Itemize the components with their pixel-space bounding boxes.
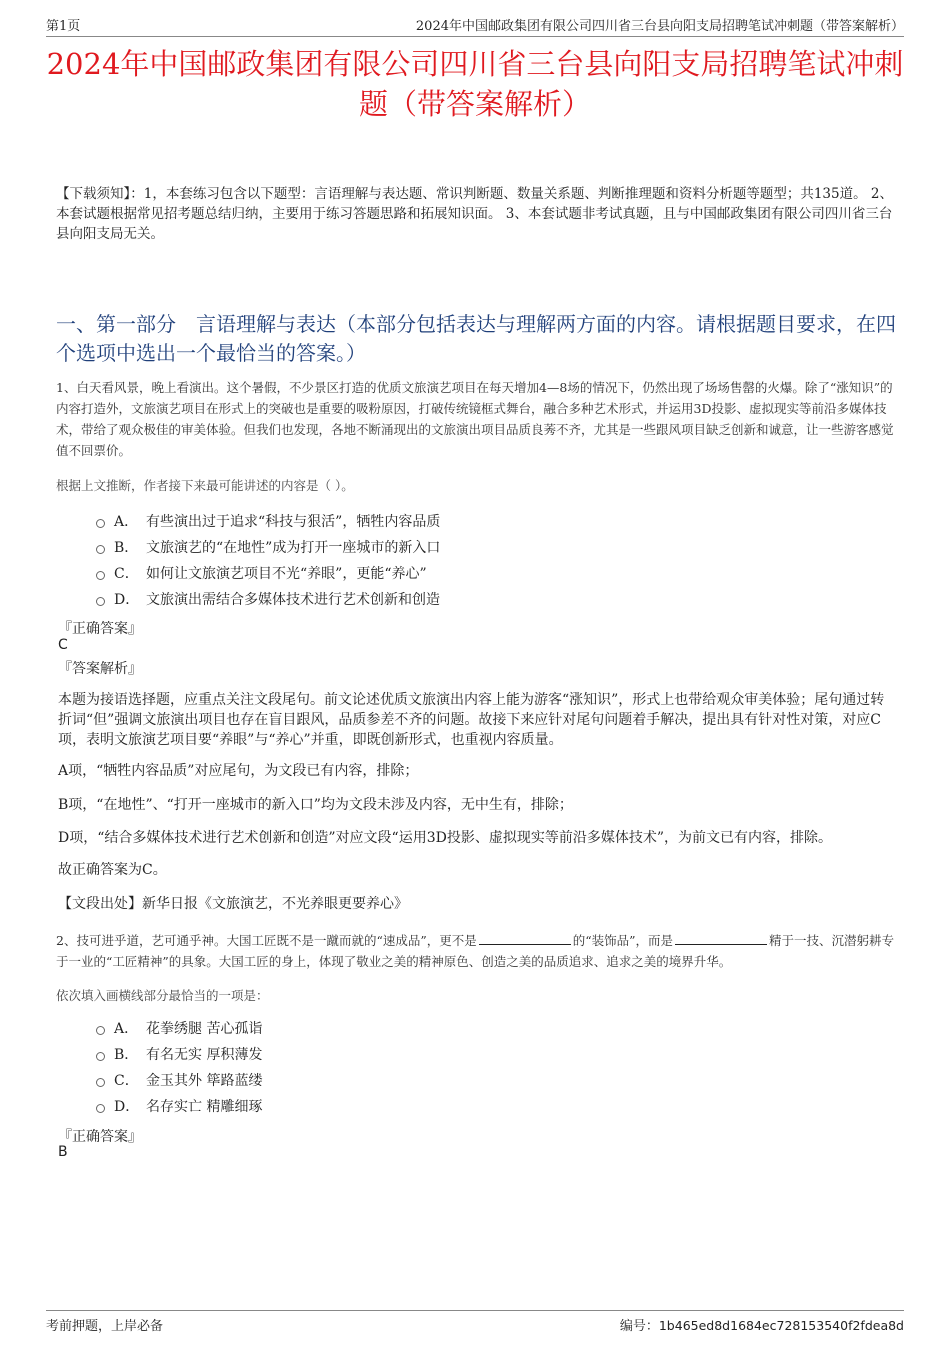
question-2-stem: 依次填入画横线部分最恰当的一项是： [56, 988, 269, 1003]
question-1-options [96, 508, 440, 612]
analysis-paragraph: 本题为接语选择题，应重点关注文段尾句。前文论述优质文旅演出内容上能为游客“涨知识”，形式上也带给观众审美体验；尾句通过转折词“但”强调文旅演出项目也存在盲目跟风，品质参差不齐的问题。故接下来应针对尾句问题着手解决，提出具有针对性对策，对应C项，表明文旅演艺项目要“养眼”与“养心”并重，即既创新形式，也重视内容质量。 [58, 692, 885, 748]
question-2-text-part: 2、技可进乎道，艺可通乎神。大国工匠既不是一蹴而就的“速成品”，更不是 [56, 933, 477, 948]
option-letter: B． [114, 540, 139, 556]
header-doc-title: 2024年中国邮政集团有限公司四川省三台县向阳支局招聘笔试冲刺题（带答案解析） [415, 19, 904, 34]
page-header [46, 14, 904, 37]
option-a[interactable] [96, 1015, 262, 1041]
radio-icon[interactable] [96, 597, 105, 606]
download-notice: 【下载须知】：1，本套练习包含以下题型：言语理解与表达题、常识判断题、数量关系题、判断推理题和资料分析题等题型；共135道。 2、本套试题根据常见招考题总结归纳，主要用于练习答题思路和拓展知识面。 3、本套试题非考试真题，且与中国邮政集团有限公司四川省三台县向阳支局无关。 [56, 186, 893, 242]
section-heading: 一、第一部分 言语理解与表达（本部分包括表达与理解两方面的内容。请根据题目要求，在四个选项中选出一个最恰当的答案。） [56, 312, 896, 365]
option-text: 有些演出过于追求“科技与狠活”，牺牲内容品质 [146, 514, 441, 530]
question-1-text: 1、白天看风景，晚上看演出。这个暑假，不少景区打造的优质文旅演艺项目在每天增加4—8场的情况下，仍然出现了场场售罄的火爆。除了“涨知识”的内容打造外，文旅演艺项目在形式上的突破也是重要的吸粉原因，打破传统镜框式舞台，融合多种艺术形式，并运用3D投影、虚拟现实等前沿多媒体技术，带给了观众极佳的审美体验。但我们也发现，各地不断涌现出的文旅演出项目品质良莠不齐，尤其是一些跟风项目缺乏创新和诚意，让一些游客感觉值不回票价。 [56, 380, 894, 458]
correct-answer: C [58, 637, 68, 653]
option-letter: D． [114, 592, 140, 608]
option-letter: A． [114, 1021, 139, 1037]
footer-code-wrap [620, 1315, 904, 1334]
page-number: 第1页 [46, 19, 81, 34]
option-text: 如何让文旅演艺项目不光“养眼”，更能“养心” [146, 566, 427, 582]
question-1-stem: 根据上文推断，作者接下来最可能讲述的内容是（ ）。 [56, 478, 354, 493]
option-d[interactable] [96, 1093, 262, 1119]
option-d[interactable] [96, 586, 440, 612]
option-letter: B． [114, 1047, 139, 1063]
option-b[interactable] [96, 1041, 262, 1067]
option-c[interactable] [96, 1067, 262, 1093]
correct-answer-label: 『正确答案』 [58, 1129, 142, 1145]
analysis-paragraph: D项，“结合多媒体技术进行艺术创新和创造”对应文段“运用3D投影、虚拟现实等前沿多媒体技术”，为前文已有内容，排除。 [58, 830, 832, 846]
fill-blank [479, 932, 571, 945]
document-title: 2024年中国邮政集团有限公司四川省三台县向阳支局招聘笔试冲刺题（带答案解析） [46, 47, 904, 121]
footer-slogan: 考前押题，上岸必备 [46, 1319, 164, 1334]
question-2-text-part: 精于一技、沉潜躬耕专于一业的“工匠精神”的具象。大国工匠的身上，体现了敬业之美的精神原色、创造之美的品质追求、追求之美的境界升华。 [56, 933, 895, 969]
analysis-paragraph: 故正确答案为C。 [58, 862, 167, 878]
fill-blank [675, 932, 767, 945]
option-b[interactable] [96, 534, 440, 560]
footer-code: 1b465ed8d1684ec728153540f2fdea8d [658, 1318, 904, 1333]
page-footer [46, 1310, 904, 1334]
option-letter: C． [114, 1073, 139, 1089]
option-text: 有名无实 厚积薄发 [146, 1047, 263, 1063]
option-a[interactable] [96, 508, 440, 534]
radio-icon[interactable] [96, 519, 105, 528]
option-text: 文旅演艺的“在地性”成为打开一座城市的新入口 [146, 540, 441, 556]
question-2-text [56, 930, 900, 972]
radio-icon[interactable] [96, 1026, 105, 1035]
option-letter: D． [114, 1099, 140, 1115]
option-letter: A． [114, 514, 139, 530]
radio-icon[interactable] [96, 1052, 105, 1061]
option-letter: C． [114, 566, 139, 582]
question-2-options [96, 1015, 262, 1119]
radio-icon[interactable] [96, 1104, 105, 1113]
correct-answer: B [58, 1144, 68, 1160]
radio-icon[interactable] [96, 1078, 105, 1087]
analysis-paragraph: B项，“在地性”、“打开一座城市的新入口”均为文段未涉及内容，无中生有，排除； [58, 797, 573, 813]
analysis-paragraph: A项，“牺牲内容品质”对应尾句，为文段已有内容，排除； [58, 763, 419, 779]
correct-answer-label: 『正确答案』 [58, 621, 142, 637]
option-c[interactable] [96, 560, 440, 586]
option-text: 名存实亡 精雕细琢 [146, 1099, 263, 1115]
radio-icon[interactable] [96, 545, 105, 554]
source-note: 【文段出处】新华日报《文旅演艺，不光养眼更要养心》 [58, 896, 408, 912]
analysis-label: 『答案解析』 [58, 661, 142, 677]
radio-icon[interactable] [96, 571, 105, 580]
option-text: 花拳绣腿 苦心孤诣 [146, 1021, 263, 1037]
footer-code-label: 编号： [619, 1319, 659, 1334]
question-2-text-part: 的“装饰品”，而是 [572, 933, 674, 948]
option-text: 文旅演出需结合多媒体技术进行艺术创新和创造 [146, 592, 440, 608]
option-text: 金玉其外 筚路蓝缕 [146, 1073, 263, 1089]
